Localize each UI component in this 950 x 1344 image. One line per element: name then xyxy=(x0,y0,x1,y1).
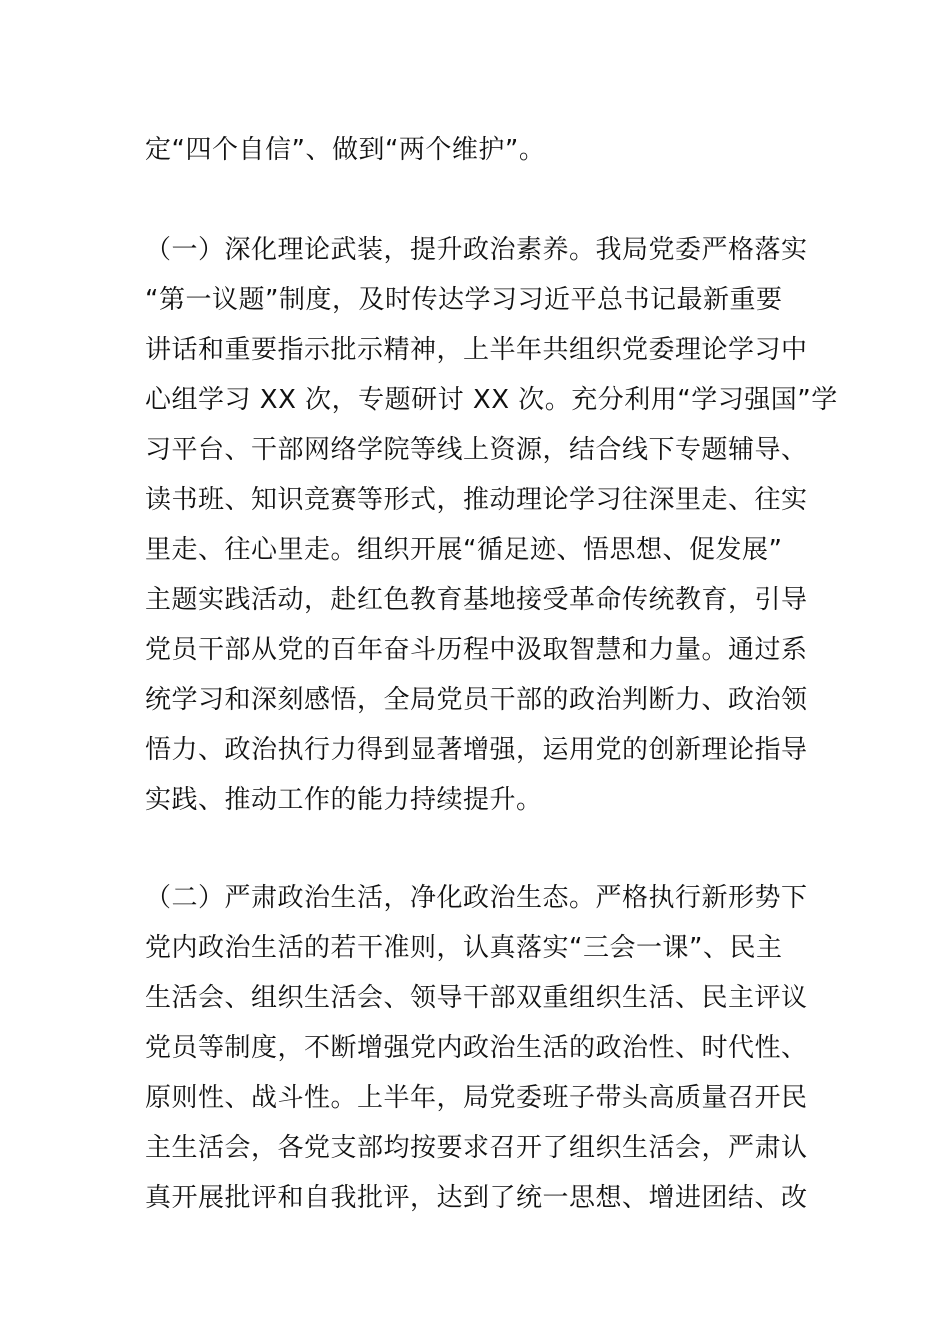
text-line: 党员干部从党的百年奋斗历程中汲取智慧和力量。通过系 xyxy=(145,635,808,665)
text-line: 原则性、战斗性。上半年，局党委班子带头高质量召开民 xyxy=(145,1083,808,1113)
text-line: 讲话和重要指示批示精神，上半年共组织党委理论学习中 xyxy=(145,335,808,365)
text-line: 生活会、组织生活会、领导干部双重组织生活、民主评议 xyxy=(145,983,808,1013)
text-line: 主题实践活动，赴红色教育基地接受革命传统教育，引导 xyxy=(145,585,808,615)
text-line: 真开展批评和自我批评，达到了统一思想、增进团结、改 xyxy=(145,1183,808,1213)
text-line: 悟力、政治执行力得到显著增强，运用党的创新理论指导 xyxy=(145,735,808,765)
text-line: 定“四个自信”、做到“两个维护”。 xyxy=(145,135,546,165)
text-line: （二）严肃政治生活，净化政治生态。严格执行新形势下 xyxy=(145,883,808,913)
text-line: 里走、往心里走。组织开展“循足迹、悟思想、促发展” xyxy=(145,535,783,565)
text-line: 读书班、知识竞赛等形式，推动理论学习往深里走、往实 xyxy=(145,485,808,515)
text-line: 党内政治生活的若干准则，认真落实“三会一课”、民主 xyxy=(145,933,783,963)
text-line: 统学习和深刻感悟，全局党员干部的政治判断力、政治领 xyxy=(145,685,808,715)
text-line: 习平台、干部网络学院等线上资源，结合线下专题辅导、 xyxy=(145,435,808,465)
text-line: 党员等制度，不断增强党内政治生活的政治性、时代性、 xyxy=(145,1033,808,1063)
text-line: （一）深化理论武装，提升政治素养。我局党委严格落实 xyxy=(145,235,808,265)
text-line: 实践、推动工作的能力持续提升。 xyxy=(145,785,543,815)
text-line: 主生活会，各党支部均按要求召开了组织生活会，严肃认 xyxy=(145,1133,808,1163)
text-line: 心组学习 XX 次，专题研讨 XX 次。充分利用“学习强国”学 xyxy=(145,385,838,415)
text-line: “第一议题”制度，及时传达学习习近平总书记最新重要 xyxy=(145,285,783,315)
